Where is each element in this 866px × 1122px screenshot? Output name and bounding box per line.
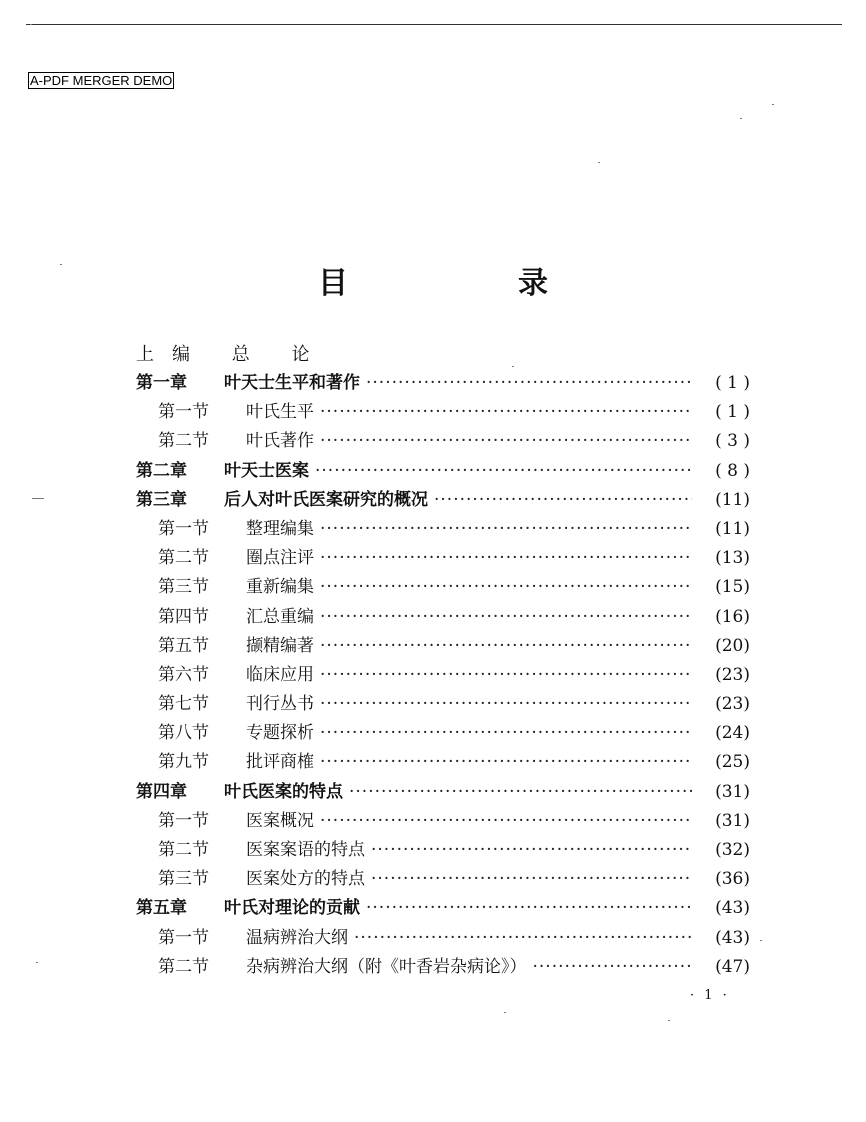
section-number: 第六节 (158, 664, 209, 685)
entry-title: 专题探析 (246, 723, 314, 744)
entry-title: 撷精编著 (246, 635, 314, 656)
page-reference: (23) (715, 694, 750, 715)
toc-entry-label (158, 573, 314, 602)
toc-section-row[interactable] (136, 515, 750, 544)
dot-leader (320, 515, 692, 544)
entry-title: 叶天士生平和著作 (224, 373, 360, 393)
entry-title: 整理编集 (246, 518, 314, 539)
toc-chapter-row[interactable] (136, 778, 750, 807)
toc-entry-label (158, 836, 365, 865)
page-reference: (47) (715, 956, 750, 977)
dot-leader (320, 690, 692, 719)
section-number: 第一节 (158, 518, 209, 539)
page-reference: ( 1 ) (715, 402, 750, 423)
toc-section-row[interactable] (136, 427, 750, 456)
page-reference: (13) (715, 548, 750, 569)
section-number: 第三节 (158, 869, 209, 890)
dot-leader (354, 924, 692, 953)
section-number: 第五节 (158, 635, 209, 656)
page-reference: (20) (715, 635, 750, 656)
toc-section-row[interactable] (136, 632, 750, 661)
page-reference: (36) (715, 869, 750, 890)
scan-speck (772, 104, 774, 105)
dot-leader (320, 748, 692, 777)
section-number: 第三节 (158, 577, 209, 598)
toc-entry-label (136, 486, 428, 515)
toc-entry-label (158, 924, 348, 953)
scan-speck (32, 498, 44, 499)
section-number: 第八节 (158, 723, 209, 744)
page-reference: (16) (715, 606, 750, 627)
toc-entry-label (158, 661, 314, 690)
entry-title: 叶氏生平 (246, 402, 314, 423)
page-reference: ( 3 ) (715, 431, 750, 452)
scan-speck (760, 940, 762, 941)
dot-leader (320, 807, 692, 836)
entry-title: 重新编集 (246, 577, 314, 598)
toc-section-row[interactable] (136, 807, 750, 836)
toc-entry-label (158, 603, 314, 632)
dot-leader (320, 719, 692, 748)
entry-title: 叶氏医案的特点 (224, 781, 343, 802)
page-reference: (31) (715, 810, 750, 831)
toc-entry-label (158, 515, 314, 544)
entry-title: 批评商榷 (246, 752, 314, 773)
toc-entry-label (136, 457, 309, 486)
toc-entry-label (158, 398, 314, 427)
page-reference: (15) (715, 577, 750, 598)
entry-title: 圈点注评 (246, 548, 314, 569)
scan-speck (30, 24, 32, 25)
toc-entry-label (158, 544, 314, 573)
entry-title: 叶氏著作 (246, 431, 314, 452)
page-reference: (32) (715, 840, 750, 860)
page-reference: (11) (715, 518, 750, 539)
entry-title: 叶天士医案 (224, 460, 309, 481)
toc-entry-label (158, 690, 314, 719)
toc-chapter-row[interactable] (136, 369, 750, 398)
page-reference: (24) (715, 723, 750, 744)
page-reference: (31) (715, 781, 750, 802)
toc-section-row[interactable] (136, 836, 750, 865)
toc-entry-label (158, 953, 527, 982)
scan-speck (740, 118, 742, 119)
dot-leader (315, 457, 692, 486)
toc-section-row[interactable] (136, 924, 750, 953)
page-reference: (23) (715, 664, 750, 685)
dot-leader (320, 603, 692, 632)
entry-title: 临床应用 (246, 664, 314, 685)
scan-speck (512, 366, 514, 367)
scan-speck (668, 1020, 670, 1021)
dot-leader (320, 661, 692, 690)
dot-leader (320, 573, 692, 602)
scan-speck (598, 162, 600, 163)
section-number: 第一节 (158, 927, 209, 948)
section-number: 第九节 (158, 752, 209, 773)
scan-speck (504, 1012, 506, 1013)
section-number: 第一节 (158, 810, 209, 831)
section-number: 第七节 (158, 694, 209, 715)
entry-title: 医案概况 (246, 810, 314, 831)
dot-leader (320, 398, 692, 427)
toc-section-row[interactable] (136, 573, 750, 602)
toc-entry-label (158, 719, 314, 748)
section-number: 第一节 (158, 402, 209, 423)
dot-leader (371, 865, 692, 894)
dot-leader (320, 427, 692, 456)
top-rule (26, 24, 842, 25)
dot-leader (320, 544, 692, 573)
dot-leader (371, 836, 692, 865)
toc-entry-label (158, 748, 314, 777)
page-reference: (11) (715, 489, 750, 510)
toc-section-row[interactable] (136, 603, 750, 632)
toc-section-row[interactable] (136, 690, 750, 719)
dot-leader (320, 632, 692, 661)
entry-title: 后人对叶氏医案研究的概况 (224, 489, 428, 510)
scan-speck (36, 962, 38, 963)
toc-section-row[interactable] (136, 398, 750, 427)
entry-title: 汇总重编 (246, 606, 314, 627)
entry-title: 医案处方的特点 (246, 869, 365, 890)
section-number: 第四节 (158, 606, 209, 627)
toc-part-heading: 上编 总 论 (136, 344, 328, 365)
entry-title: 温病辨治大纲 (246, 927, 348, 948)
page-title: 目 录 (318, 266, 618, 301)
toc-entry-label (158, 807, 314, 836)
watermark-label: A-PDF MERGER DEMO (30, 73, 173, 88)
chapter-number: 第三章 (136, 489, 187, 510)
toc-section-row[interactable] (136, 748, 750, 777)
chapter-number: 第一章 (136, 373, 187, 393)
section-number: 第二节 (158, 548, 209, 569)
dot-leader (366, 369, 692, 398)
dot-leader (349, 778, 692, 807)
entry-title: 刊行丛书 (246, 694, 314, 715)
toc-entry-label (158, 865, 365, 894)
table-of-contents (136, 340, 750, 982)
page-reference: (43) (715, 898, 750, 919)
dot-leader (434, 486, 692, 515)
toc-entry-label (136, 778, 343, 807)
entry-title: 医案案语的特点 (246, 840, 365, 860)
scan-speck (60, 264, 62, 265)
toc-section-row[interactable] (136, 719, 750, 748)
toc-chapter-row[interactable] (136, 894, 750, 923)
page-number: · 1 · (690, 988, 730, 1003)
entry-title: 叶氏对理论的贡献 (224, 898, 360, 919)
section-number: 第二节 (158, 956, 209, 977)
page-reference: (43) (715, 927, 750, 948)
toc-entry-label (136, 369, 360, 398)
section-number: 第二节 (158, 431, 209, 452)
page-reference: ( 8 ) (715, 460, 750, 481)
toc-entry-label (158, 632, 314, 661)
toc-section-row[interactable] (136, 953, 750, 982)
page-reference: (25) (715, 752, 750, 773)
chapter-number: 第五章 (136, 898, 187, 919)
dot-leader (366, 894, 692, 923)
entry-title: 杂病辨治大纲（附《叶香岩杂病论》） (246, 956, 527, 977)
section-number: 第二节 (158, 840, 209, 860)
chapter-number: 第二章 (136, 460, 187, 481)
toc-entry-label (158, 427, 314, 456)
dot-leader (533, 953, 693, 982)
toc-chapter-row[interactable] (136, 457, 750, 486)
toc-section-row[interactable] (136, 865, 750, 894)
toc-entry-label (136, 894, 360, 923)
toc-chapter-row[interactable] (136, 486, 750, 515)
toc-section-row[interactable] (136, 544, 750, 573)
page-reference: ( 1 ) (715, 373, 750, 393)
toc-section-row[interactable] (136, 661, 750, 690)
chapter-number: 第四章 (136, 781, 187, 802)
